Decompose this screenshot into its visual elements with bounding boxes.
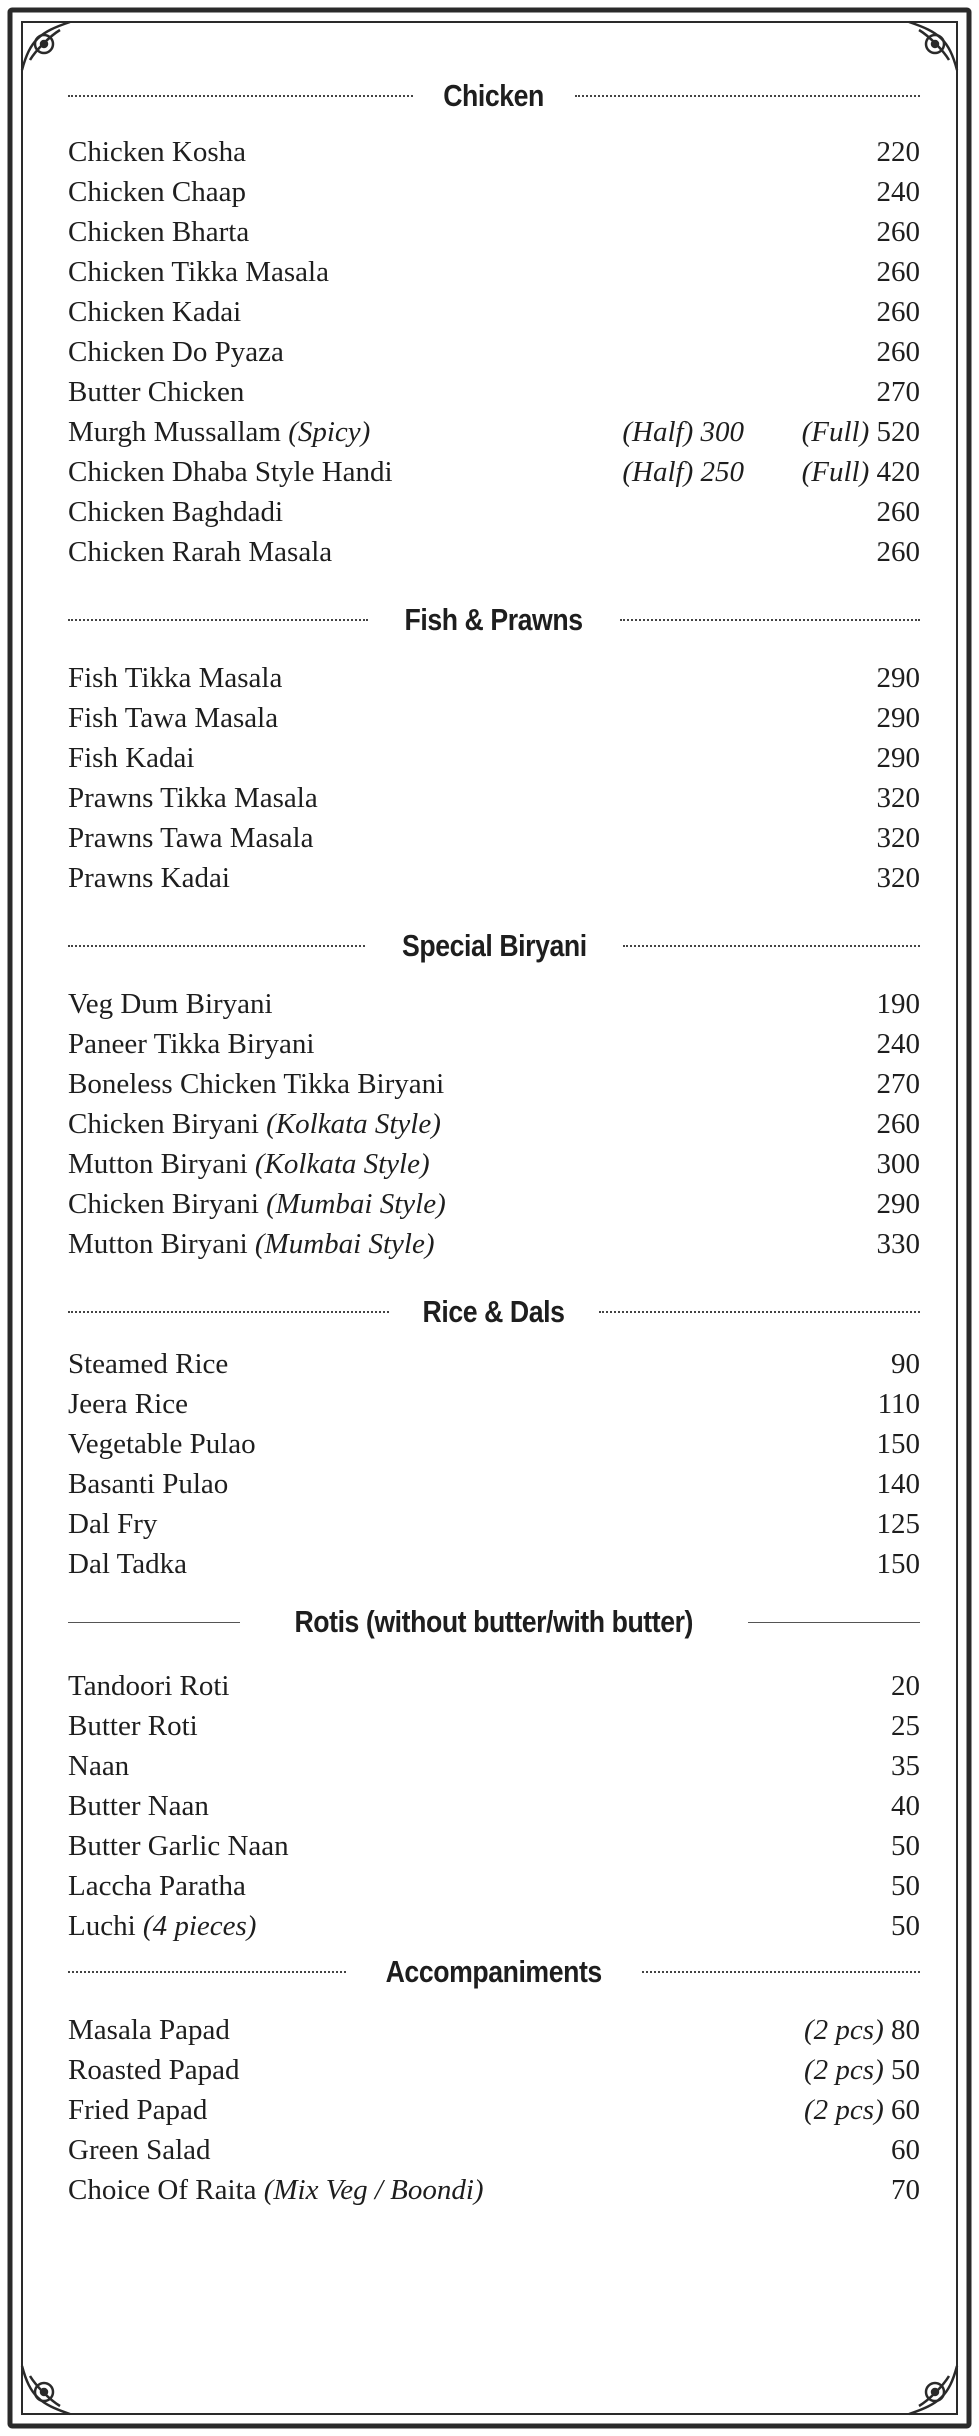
item-name: Chicken Kadai xyxy=(68,296,242,328)
menu-item xyxy=(68,492,920,532)
full-label: (Full) xyxy=(801,416,870,448)
section-title: Special Biryani xyxy=(401,928,587,963)
item-price-wrap xyxy=(804,2090,920,2130)
item-price: 50 xyxy=(891,1910,920,1942)
item-name: Boneless Chicken Tikka Biryani xyxy=(68,1068,445,1100)
corner-flourish-bottom-right-icon xyxy=(909,2366,957,2414)
section-header xyxy=(68,70,920,122)
item-price: 150 xyxy=(876,1548,920,1580)
menu-item xyxy=(68,984,920,1024)
item-name: Laccha Paratha xyxy=(68,1870,246,1902)
menu-item xyxy=(68,818,920,858)
item-name: Green Salad xyxy=(68,2134,211,2166)
item-name: Chicken Tikka Masala xyxy=(68,256,329,288)
item-name: Prawns Tawa Masala xyxy=(68,822,314,854)
menu-item xyxy=(68,212,920,252)
section-title: Accompaniments xyxy=(385,1954,603,1989)
full-label: (Full) xyxy=(801,456,870,488)
item-price: 260 xyxy=(876,256,920,288)
menu-item xyxy=(68,698,920,738)
item-price: 260 xyxy=(876,216,920,248)
section-accompaniments xyxy=(68,1946,920,2210)
menu-item xyxy=(68,252,920,292)
item-price: 70 xyxy=(891,2174,920,2206)
item-name: Prawns Kadai xyxy=(68,862,230,894)
item-name: Chicken Biryani xyxy=(68,1108,259,1140)
item-name: Vegetable Pulao xyxy=(68,1428,256,1460)
section-title: Rice & Dals xyxy=(423,1294,565,1329)
menu-item xyxy=(68,778,920,818)
item-name: Chicken Baghdadi xyxy=(68,496,284,528)
section-title-suffix: (without butter/with butter) xyxy=(366,1604,694,1639)
item-price: 320 xyxy=(876,862,920,894)
item-price: 290 xyxy=(876,662,920,694)
divider xyxy=(68,945,365,947)
item-name-wrap xyxy=(68,2170,484,2210)
half-price: 250 xyxy=(700,456,744,488)
item-price: 300 xyxy=(876,1148,920,1180)
section-title-wrap xyxy=(276,1604,712,1640)
menu-item xyxy=(68,412,920,452)
menu-item xyxy=(68,372,920,412)
item-qty: (2 pcs) xyxy=(804,2014,884,2046)
item-name: Butter Garlic Naan xyxy=(68,1830,289,1862)
section-title: Rotis xyxy=(294,1604,360,1639)
item-price: 260 xyxy=(876,496,920,528)
item-note: (Mix Veg / Boondi) xyxy=(263,2174,484,2206)
item-price: 420 xyxy=(876,456,920,488)
menu-item xyxy=(68,2170,920,2210)
menu-item xyxy=(68,2090,920,2130)
section-title: Chicken xyxy=(443,78,545,113)
menu-item xyxy=(68,1826,920,1866)
item-name: Steamed Rice xyxy=(68,1348,229,1380)
item-name: Chicken Kosha xyxy=(68,136,246,168)
menu-item xyxy=(68,1666,920,1706)
item-name: Fish Kadai xyxy=(68,742,195,774)
item-price: 110 xyxy=(877,1388,920,1420)
item-name: Luchi xyxy=(68,1910,136,1942)
item-price: 50 xyxy=(891,1870,920,1902)
corner-flourish-bottom-left-icon xyxy=(22,2366,70,2414)
menu-item xyxy=(68,858,920,898)
item-price: 330 xyxy=(876,1228,920,1260)
corner-flourish-top-right-icon xyxy=(909,22,957,70)
item-name: Jeera Rice xyxy=(68,1388,188,1420)
divider xyxy=(68,1622,240,1623)
item-name: Butter Roti xyxy=(68,1710,198,1742)
item-name: Masala Papad xyxy=(68,2014,230,2046)
menu-item xyxy=(68,738,920,778)
item-price: 520 xyxy=(876,416,920,448)
menu-item xyxy=(68,172,920,212)
item-name: Dal Tadka xyxy=(68,1548,188,1580)
section-header xyxy=(68,1596,920,1648)
item-name-wrap xyxy=(68,1906,256,1946)
item-price: 50 xyxy=(891,1830,920,1862)
item-price: 60 xyxy=(891,2094,920,2126)
divider xyxy=(575,95,920,97)
item-price: 290 xyxy=(876,742,920,774)
item-name-wrap xyxy=(68,1144,430,1184)
item-name: Roasted Papad xyxy=(68,2054,240,2086)
item-name: Chicken Chaap xyxy=(68,176,246,208)
item-qty: (2 pcs) xyxy=(804,2054,884,2086)
full-portion xyxy=(802,412,920,452)
menu-item xyxy=(68,2130,920,2170)
item-price: 270 xyxy=(876,1068,920,1100)
menu-item xyxy=(68,1746,920,1786)
item-price: 260 xyxy=(876,1108,920,1140)
item-name-wrap xyxy=(68,412,370,452)
item-name: Mutton Biryani xyxy=(68,1228,248,1260)
menu-item xyxy=(68,1424,920,1464)
item-name: Murgh Mussallam xyxy=(68,416,281,448)
item-name: Prawns Tikka Masala xyxy=(68,782,318,814)
menu-item xyxy=(68,332,920,372)
menu-item xyxy=(68,1544,920,1584)
item-name: Mutton Biryani xyxy=(68,1148,248,1180)
item-note: (Spicy) xyxy=(288,416,371,448)
item-price: 320 xyxy=(876,782,920,814)
item-name-wrap xyxy=(68,1104,441,1144)
item-name: Basanti Pulao xyxy=(68,1468,229,1500)
item-price: 240 xyxy=(876,1028,920,1060)
half-portion xyxy=(622,452,744,492)
menu-item xyxy=(68,292,920,332)
half-label: (Half) xyxy=(622,456,694,488)
menu-item xyxy=(68,2010,920,2050)
divider xyxy=(68,1311,389,1313)
item-price: 240 xyxy=(876,176,920,208)
divider xyxy=(620,619,920,621)
section-header xyxy=(68,1286,920,1338)
item-name: Butter Chicken xyxy=(68,376,245,408)
menu-item xyxy=(68,1384,920,1424)
menu-item xyxy=(68,658,920,698)
corner-flourish-top-left-icon xyxy=(22,22,70,70)
item-name-wrap xyxy=(68,1224,434,1264)
menu-item xyxy=(68,1464,920,1504)
section-chicken xyxy=(68,70,920,572)
item-note: (Kolkata Style) xyxy=(254,1148,430,1180)
item-name: Choice Of Raita xyxy=(68,2174,257,2206)
item-price: 270 xyxy=(876,376,920,408)
item-price: 290 xyxy=(876,702,920,734)
divider xyxy=(68,95,413,97)
item-price: 260 xyxy=(876,336,920,368)
item-price: 290 xyxy=(876,1188,920,1220)
item-note: (Kolkata Style) xyxy=(266,1108,441,1140)
item-name: Chicken Rarah Masala xyxy=(68,536,333,568)
item-price: 140 xyxy=(876,1468,920,1500)
menu-item xyxy=(68,1104,920,1144)
item-price: 60 xyxy=(891,2134,920,2166)
item-price: 320 xyxy=(876,822,920,854)
section-special-biryani xyxy=(68,920,920,1264)
menu-item xyxy=(68,532,920,572)
full-portion xyxy=(802,452,920,492)
item-name: Chicken Bharta xyxy=(68,216,250,248)
menu-item xyxy=(68,1064,920,1104)
divider xyxy=(68,619,368,621)
item-price: 150 xyxy=(876,1428,920,1460)
menu-item xyxy=(68,1344,920,1384)
item-price: 35 xyxy=(891,1750,920,1782)
item-note: (Mumbai Style) xyxy=(254,1228,435,1260)
divider xyxy=(642,1971,920,1973)
item-price: 40 xyxy=(891,1790,920,1822)
item-name: Fried Papad xyxy=(68,2094,208,2126)
item-qty: (2 pcs) xyxy=(804,2094,884,2126)
menu-item xyxy=(68,1144,920,1184)
divider xyxy=(68,1971,346,1973)
divider xyxy=(623,945,920,947)
item-price: 260 xyxy=(876,536,920,568)
item-price: 50 xyxy=(891,2054,920,2086)
section-header xyxy=(68,594,920,646)
item-name: Chicken Biryani xyxy=(68,1188,259,1220)
menu-item xyxy=(68,1184,920,1224)
half-label: (Half) xyxy=(622,416,694,448)
menu-content xyxy=(68,70,920,2210)
menu-item xyxy=(68,132,920,172)
item-name: Veg Dum Biryani xyxy=(68,988,273,1020)
divider xyxy=(599,1311,920,1313)
item-price: 80 xyxy=(891,2014,920,2046)
section-title: Fish & Prawns xyxy=(404,602,584,637)
item-name: Chicken Do Pyaza xyxy=(68,336,284,368)
item-name: Naan xyxy=(68,1750,130,1782)
item-price-wrap xyxy=(804,2010,920,2050)
menu-item xyxy=(68,1504,920,1544)
section-fish-prawns xyxy=(68,594,920,898)
section-header xyxy=(68,1946,920,1998)
menu-item xyxy=(68,452,920,492)
item-price: 25 xyxy=(891,1710,920,1742)
section-rice-dals xyxy=(68,1286,920,1584)
item-note: (Mumbai Style) xyxy=(266,1188,446,1220)
item-name: Butter Naan xyxy=(68,1790,209,1822)
item-price: 20 xyxy=(891,1670,920,1702)
item-note: (4 pieces) xyxy=(142,1910,257,1942)
section-rotis xyxy=(68,1596,920,1946)
item-price: 90 xyxy=(891,1348,920,1380)
item-name: Fish Tikka Masala xyxy=(68,662,283,694)
half-portion xyxy=(622,412,744,452)
item-price-wrap xyxy=(804,2050,920,2090)
menu-item xyxy=(68,1024,920,1064)
menu-item xyxy=(68,1706,920,1746)
menu-item xyxy=(68,1224,920,1264)
item-name: Fish Tawa Masala xyxy=(68,702,279,734)
item-name: Tandoori Roti xyxy=(68,1670,230,1702)
item-name: Chicken Dhaba Style Handi xyxy=(68,456,393,488)
section-header xyxy=(68,920,920,972)
menu-item xyxy=(68,1906,920,1946)
item-price: 190 xyxy=(876,988,920,1020)
half-price: 300 xyxy=(700,416,744,448)
item-price: 220 xyxy=(876,136,920,168)
item-name-wrap xyxy=(68,1184,446,1224)
item-name: Paneer Tikka Biryani xyxy=(68,1028,315,1060)
item-price: 260 xyxy=(876,296,920,328)
item-name: Dal Fry xyxy=(68,1508,158,1540)
menu-item xyxy=(68,1866,920,1906)
divider xyxy=(748,1622,920,1623)
item-price: 125 xyxy=(876,1508,920,1540)
menu-item xyxy=(68,2050,920,2090)
menu-item xyxy=(68,1786,920,1826)
